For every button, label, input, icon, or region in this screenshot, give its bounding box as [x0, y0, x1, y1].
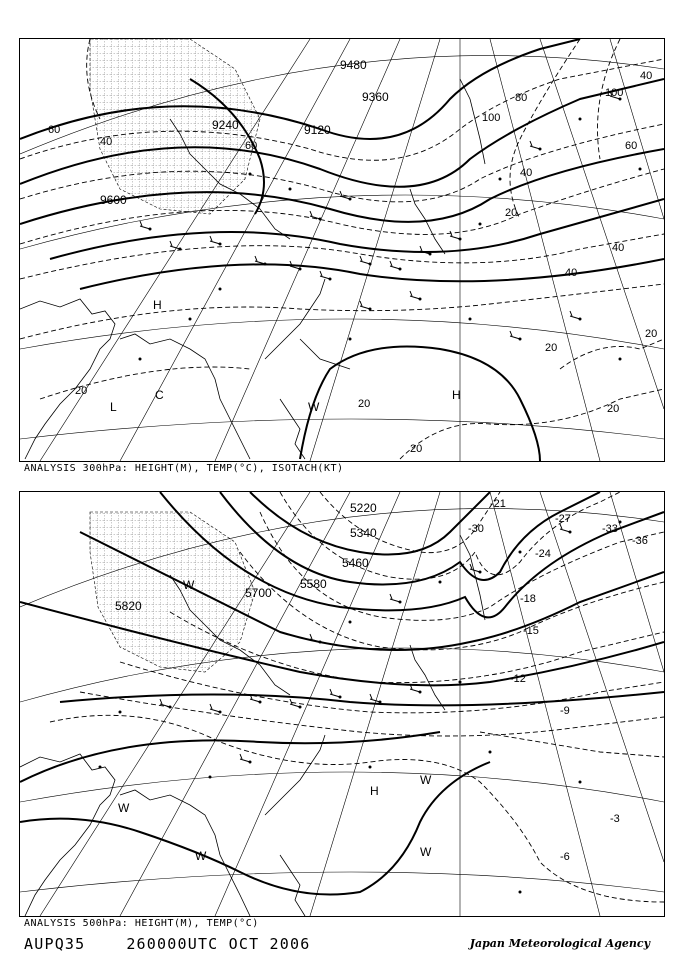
warm-center: W [420, 845, 432, 859]
chart-footer [24, 935, 310, 953]
isotach-label: 20 [645, 328, 658, 340]
height-label: 5340 [350, 526, 377, 540]
temp-label: -24 [535, 548, 551, 560]
isotach-label: 20 [607, 403, 620, 415]
valid-time: 260000UTC OCT 2006 [126, 935, 311, 953]
temp-label: -15 [523, 625, 539, 637]
warm-center: W [420, 773, 432, 787]
isotach-label: 20 [75, 385, 88, 397]
isotach-label: 20 [505, 207, 518, 219]
low-center: L [110, 400, 117, 414]
plateau-hatch [90, 512, 255, 672]
isotach-label: 20 [410, 443, 423, 455]
cold-center: C [155, 388, 164, 402]
map-500hpa [19, 491, 665, 917]
chart-code: AUPQ35 [24, 935, 86, 953]
warm-center: W [118, 801, 130, 815]
warm-center: W [183, 578, 195, 592]
map-500hpa-svg [20, 492, 664, 916]
height-label: 5460 [342, 556, 369, 570]
height-label: 5220 [350, 501, 377, 515]
height-label: 9120 [304, 123, 331, 137]
warm-center: W [308, 400, 320, 414]
isotach-label: 60 [245, 140, 258, 152]
isotach-label: 20 [545, 342, 558, 354]
map-300hpa-caption: ANALYSIS 300hPa: HEIGHT(M), TEMP(°C), ISOTACH(KT) [24, 463, 344, 474]
temp-label: -21 [490, 498, 506, 510]
agency-name: Japan Meteorological Agency [469, 937, 650, 950]
isotach-label: 60 [48, 124, 61, 136]
height-label: 9600 [100, 193, 127, 207]
isotach-label: 60 [625, 140, 638, 152]
temp-label: -33 [602, 523, 618, 535]
high-center: H [452, 388, 461, 402]
warm-center: W [195, 849, 207, 863]
temp-label: -30 [468, 523, 484, 535]
isotach-label: 100 [605, 87, 624, 99]
high-center: H [370, 784, 379, 798]
height-label: 9240 [212, 118, 239, 132]
isotach-label: 40 [100, 136, 113, 148]
map-300hpa [19, 38, 665, 462]
height-label: 5700 [245, 586, 272, 600]
temp-label: -27 [555, 513, 571, 525]
isotach-label: 40 [640, 70, 653, 82]
temp-label: -18 [520, 593, 536, 605]
isotach-label: 40 [612, 242, 625, 254]
map-300hpa-svg [20, 39, 664, 461]
map-500hpa-caption: ANALYSIS 500hPa: HEIGHT(M), TEMP(°C) [24, 918, 259, 929]
isotach-label: 40 [520, 167, 533, 179]
temp-label: -9 [560, 705, 570, 717]
temp-label: -6 [560, 851, 570, 863]
temp-label: -36 [632, 535, 648, 547]
height-label: 5820 [115, 599, 142, 613]
height-label: 9480 [340, 58, 367, 72]
isotach-label: 40 [565, 267, 578, 279]
temp-label: -12 [510, 673, 526, 685]
height-label: 9360 [362, 90, 389, 104]
high-center: H [153, 298, 162, 312]
height-label: 5580 [300, 577, 327, 591]
isotach-label: 80 [515, 92, 528, 104]
isotach-label: 20 [358, 398, 371, 410]
temp-label: -3 [610, 813, 620, 825]
isotach-label: 100 [482, 112, 501, 124]
